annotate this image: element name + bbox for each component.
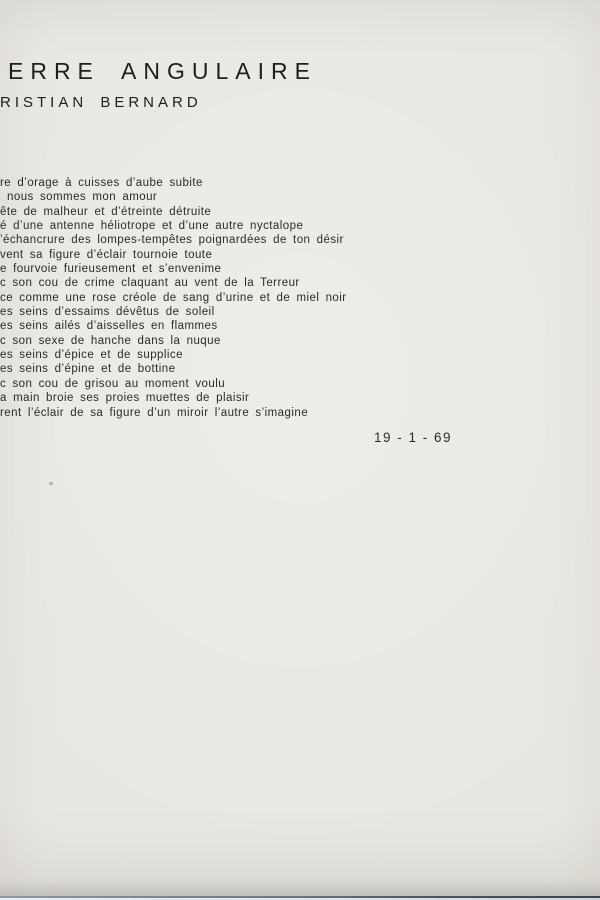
poem-line: es seins d’épine et de bottine — [0, 363, 176, 376]
poem-line: es seins d’épice et de supplice — [0, 349, 183, 362]
poem-line: ’échancrure des lompes-tempêtes poignardées de ton désir — [0, 234, 344, 247]
page-title: ERRE ANGULAIRE — [8, 58, 317, 84]
poem-line: é d’une antenne héliotrope et d’une autre nyctalope — [0, 220, 304, 233]
poem-line: ce comme une rose créole de sang d’urine et de miel noir — [0, 291, 347, 304]
poem-line: c son cou de crime claquant au vent de la Terreur — [0, 277, 300, 290]
poem-line: c son sexe de hanche dans la nuque — [0, 334, 221, 347]
poem-line: re d’orage à cuisses d’aube subite — [0, 177, 203, 189]
poem-line: es seins ailés d’aisselles en flammes — [0, 320, 218, 333]
scan-bottom-edge — [0, 892, 600, 900]
poem-line: a main broie ses proies muettes de plaisir — [0, 392, 250, 405]
poem-line: ête de malheur et d’étreinte détruite — [0, 205, 212, 218]
scan-edge-shadow — [0, 880, 600, 896]
poem-line: es seins d’essaims dévêtus de soleil — [0, 306, 215, 319]
poem-line: rent l’éclair de sa figure d’un miroir l’autre s’imagine — [0, 406, 309, 419]
paper-speck — [49, 482, 53, 485]
poem-line: vent sa figure d’éclair tournoie toute — [0, 248, 213, 261]
poem-line: nous sommes mon amour — [7, 191, 158, 204]
date-stamp: 19 - 1 - 69 — [374, 430, 453, 445]
poem-text — [0, 176, 347, 420]
author-name: RISTIAN BERNARD — [0, 94, 202, 111]
poem-line: c son cou de grisou au moment voulu — [0, 377, 226, 390]
poem-line: e fourvoie furieusement et s’envenime — [0, 263, 222, 276]
